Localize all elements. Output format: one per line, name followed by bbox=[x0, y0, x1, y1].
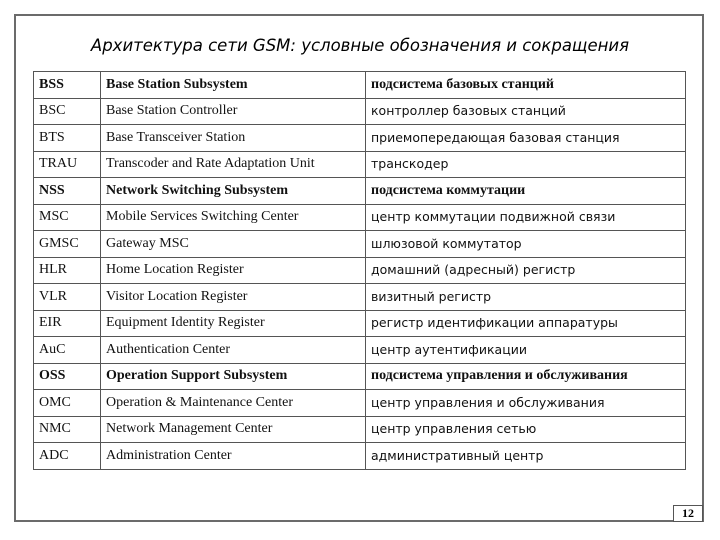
abbreviation-cell: BSC bbox=[34, 98, 101, 125]
table-row bbox=[34, 284, 686, 311]
slide-title: Архитектура сети GSM: условные обозначения и сокращения bbox=[90, 36, 630, 55]
table-row bbox=[34, 310, 686, 337]
abbreviation-cell: VLR bbox=[34, 284, 101, 311]
english-name-cell: Base Transceiver Station bbox=[101, 125, 366, 152]
english-name-cell: Operation Support Subsystem bbox=[101, 363, 366, 390]
section-row bbox=[34, 363, 686, 390]
abbreviation-cell: NSS bbox=[34, 178, 101, 205]
abbreviation-cell: NMC bbox=[34, 416, 101, 443]
russian-name-cell: регистр идентификации аппаратуры bbox=[366, 310, 686, 337]
table-row bbox=[34, 151, 686, 178]
table-row bbox=[34, 125, 686, 152]
abbreviation-cell: TRAU bbox=[34, 151, 101, 178]
russian-name-cell: домашний (адресный) регистр bbox=[366, 257, 686, 284]
russian-name-cell: визитный регистр bbox=[366, 284, 686, 311]
english-name-cell: Operation & Maintenance Center bbox=[101, 390, 366, 417]
english-name-cell: Authentication Center bbox=[101, 337, 366, 364]
english-name-cell: Base Station Controller bbox=[101, 98, 366, 125]
abbreviation-cell: GMSC bbox=[34, 231, 101, 258]
russian-name-cell: подсистема коммутации bbox=[366, 178, 686, 205]
abbreviations-table-body bbox=[34, 72, 686, 470]
table-row bbox=[34, 98, 686, 125]
abbreviation-cell: AuC bbox=[34, 337, 101, 364]
abbreviation-cell: EIR bbox=[34, 310, 101, 337]
table-row bbox=[34, 416, 686, 443]
russian-name-cell: центр управления и обслуживания bbox=[366, 390, 686, 417]
russian-name-cell: центр аутентификации bbox=[366, 337, 686, 364]
table-row bbox=[34, 443, 686, 470]
english-name-cell: Home Location Register bbox=[101, 257, 366, 284]
russian-name-cell: контроллер базовых станций bbox=[366, 98, 686, 125]
russian-name-cell: транскодер bbox=[366, 151, 686, 178]
russian-name-cell: подсистема управления и обслуживания bbox=[366, 363, 686, 390]
table-row bbox=[34, 231, 686, 258]
table-row bbox=[34, 390, 686, 417]
english-name-cell: Transcoder and Rate Adaptation Unit bbox=[101, 151, 366, 178]
english-name-cell: Network Management Center bbox=[101, 416, 366, 443]
abbreviation-cell: BTS bbox=[34, 125, 101, 152]
abbreviations-table bbox=[33, 71, 686, 470]
section-row bbox=[34, 72, 686, 99]
abbreviation-cell: ADC bbox=[34, 443, 101, 470]
english-name-cell: Network Switching Subsystem bbox=[101, 178, 366, 205]
abbreviation-cell: OMC bbox=[34, 390, 101, 417]
abbreviation-cell: BSS bbox=[34, 72, 101, 99]
english-name-cell: Gateway MSC bbox=[101, 231, 366, 258]
russian-name-cell: подсистема базовых станций bbox=[366, 72, 686, 99]
english-name-cell: Base Station Subsystem bbox=[101, 72, 366, 99]
english-name-cell: Equipment Identity Register bbox=[101, 310, 366, 337]
english-name-cell: Mobile Services Switching Center bbox=[101, 204, 366, 231]
english-name-cell: Administration Center bbox=[101, 443, 366, 470]
russian-name-cell: шлюзовой коммутатор bbox=[366, 231, 686, 258]
russian-name-cell: центр коммутации подвижной связи bbox=[366, 204, 686, 231]
section-row bbox=[34, 178, 686, 205]
page-number: 12 bbox=[673, 505, 703, 522]
abbreviation-cell: MSC bbox=[34, 204, 101, 231]
english-name-cell: Visitor Location Register bbox=[101, 284, 366, 311]
abbreviation-cell: HLR bbox=[34, 257, 101, 284]
table-row bbox=[34, 257, 686, 284]
russian-name-cell: центр управления сетью bbox=[366, 416, 686, 443]
abbreviation-cell: OSS bbox=[34, 363, 101, 390]
table-row bbox=[34, 337, 686, 364]
russian-name-cell: приемопередающая базовая станция bbox=[366, 125, 686, 152]
table-row bbox=[34, 204, 686, 231]
russian-name-cell: административный центр bbox=[366, 443, 686, 470]
